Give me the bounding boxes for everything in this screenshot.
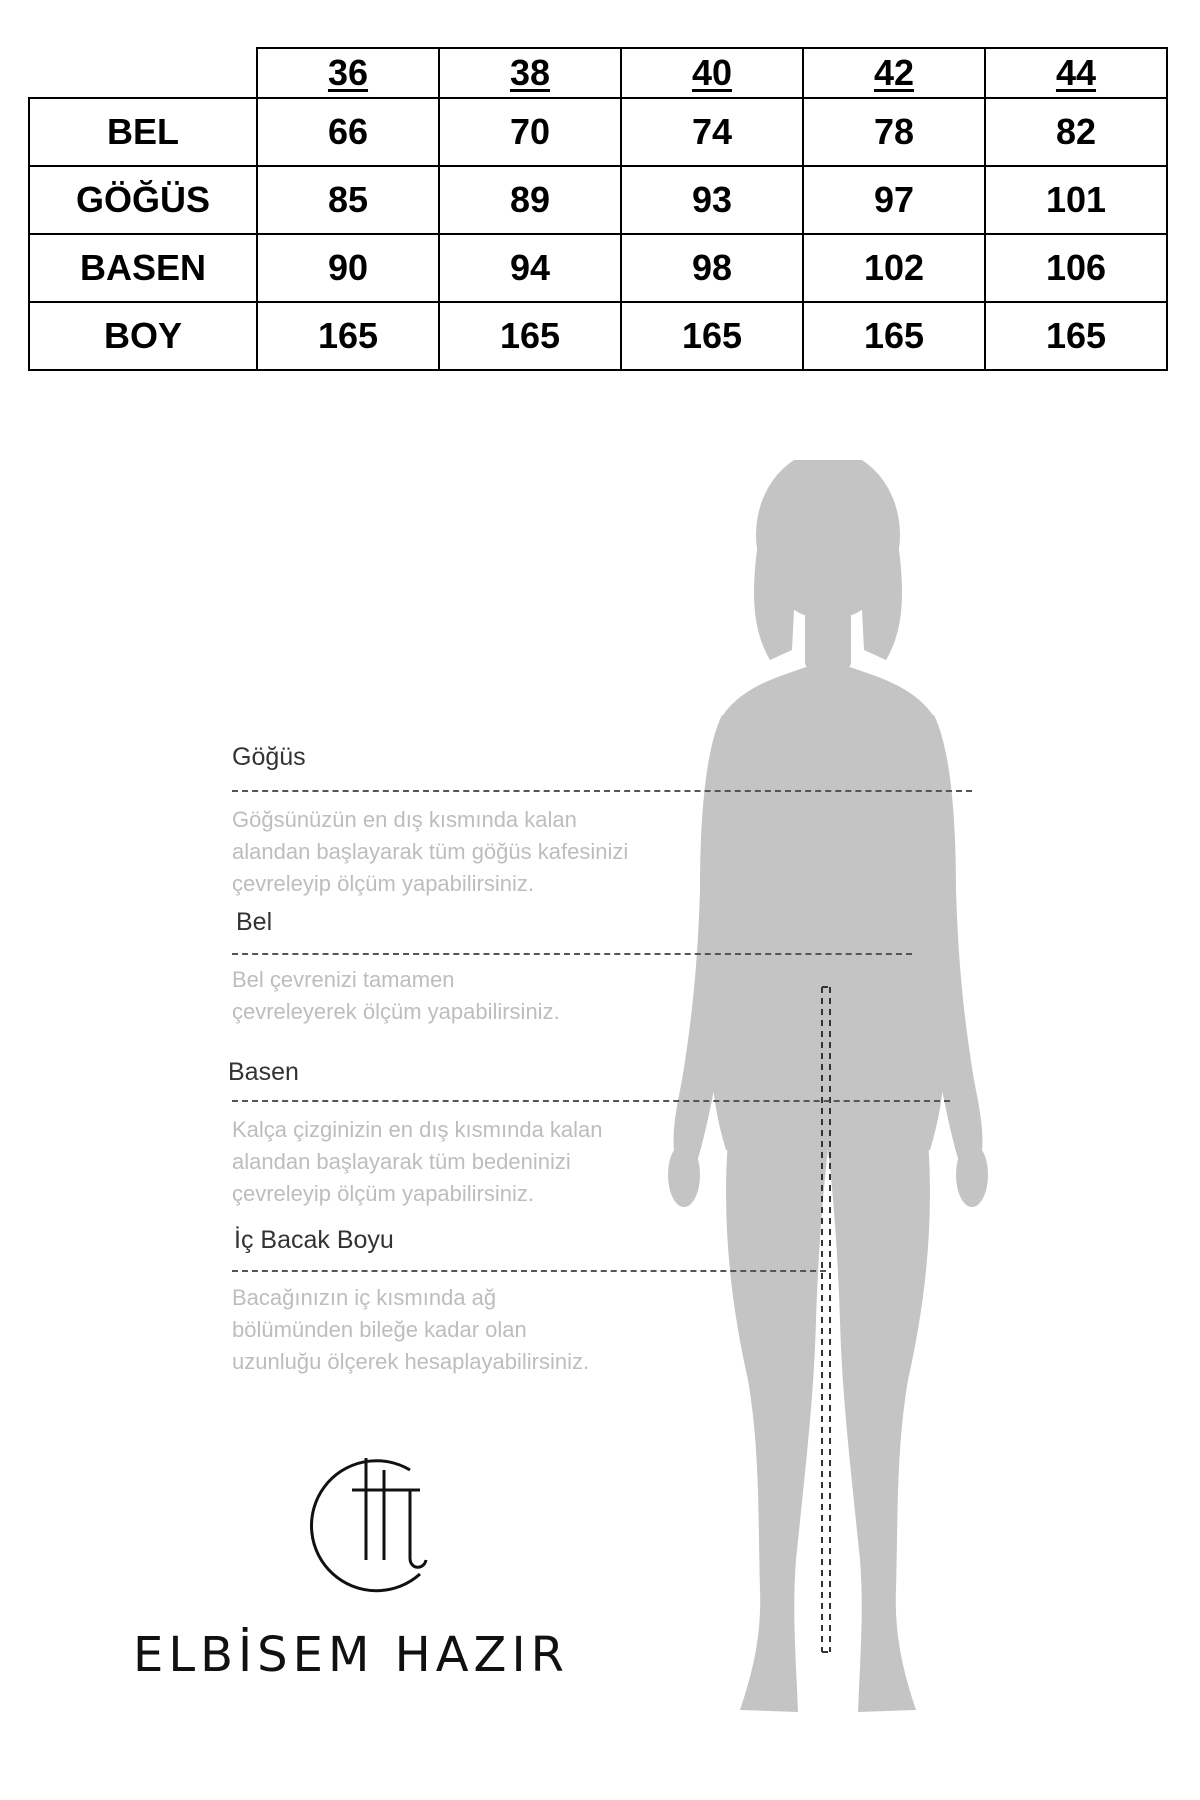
body-silhouette-figure — [600, 460, 1020, 1730]
gogus-measure-line — [232, 790, 972, 792]
size-header-cell: 44 — [985, 48, 1167, 98]
table-cell: 94 — [439, 234, 621, 302]
table-row — [29, 166, 1167, 234]
ic-bacak-measure-line — [232, 1270, 826, 1272]
brand-name: ELBİSEM HAZIR — [133, 1627, 569, 1683]
row-label: BASEN — [29, 234, 257, 302]
table-cell: 89 — [439, 166, 621, 234]
basen-measure-line — [232, 1100, 950, 1102]
table-cell: 82 — [985, 98, 1167, 166]
size-header-cell: 38 — [439, 48, 621, 98]
table-cell: 70 — [439, 98, 621, 166]
table-cell: 165 — [439, 302, 621, 370]
table-cell: 66 — [257, 98, 439, 166]
brand-logo-icon — [300, 1448, 450, 1598]
table-cell: 93 — [621, 166, 803, 234]
size-chart-table — [28, 47, 1168, 371]
row-label: BOY — [29, 302, 257, 370]
size-header-cell: 42 — [803, 48, 985, 98]
table-cell: 78 — [803, 98, 985, 166]
size-header-cell: 40 — [621, 48, 803, 98]
table-cell: 106 — [985, 234, 1167, 302]
basen-description: Kalça çizginizin en dış kısmında kalan alandan başlayarak tüm bedeninizi çevreleyip ölçüm yapabilirsiniz. — [232, 1117, 603, 1206]
table-cell: 97 — [803, 166, 985, 234]
table-cell: 90 — [257, 234, 439, 302]
bel-measure-line — [232, 953, 912, 955]
gogus-title: Göğüs — [232, 743, 306, 771]
bel-title: Bel — [236, 908, 273, 936]
size-header-cell: 36 — [257, 48, 439, 98]
bel-description: Bel çevrenizi tamamen çevreleyerek ölçüm yapabilirsiniz. — [232, 967, 560, 1024]
size-header-row — [29, 48, 1167, 98]
row-label: GÖĞÜS — [29, 166, 257, 234]
table-row — [29, 302, 1167, 370]
ic-bacak-description: Bacağınızın iç kısmında ağ bölümünden bileğe kadar olan uzunluğu ölçerek hesaplayabilirsiniz. — [232, 1285, 590, 1374]
gogus-description: Göğsünüzün en dış kısmında kalan alandan başlayarak tüm göğüs kafesinizi çevreleyip ölçüm yapabilirsiniz. — [232, 807, 629, 896]
table-cell: 101 — [985, 166, 1167, 234]
basen-title: Basen — [228, 1058, 299, 1086]
table-cell: 165 — [257, 302, 439, 370]
ic-bacak-title: İç Bacak Boyu — [234, 1226, 394, 1254]
row-label: BEL — [29, 98, 257, 166]
table-cell: 74 — [621, 98, 803, 166]
table-row — [29, 98, 1167, 166]
table-cell: 165 — [621, 302, 803, 370]
table-cell: 165 — [803, 302, 985, 370]
table-cell: 85 — [257, 166, 439, 234]
table-cell: 165 — [985, 302, 1167, 370]
table-cell: 102 — [803, 234, 985, 302]
table-row — [29, 234, 1167, 302]
table-corner-cell — [29, 48, 257, 98]
table-cell: 98 — [621, 234, 803, 302]
